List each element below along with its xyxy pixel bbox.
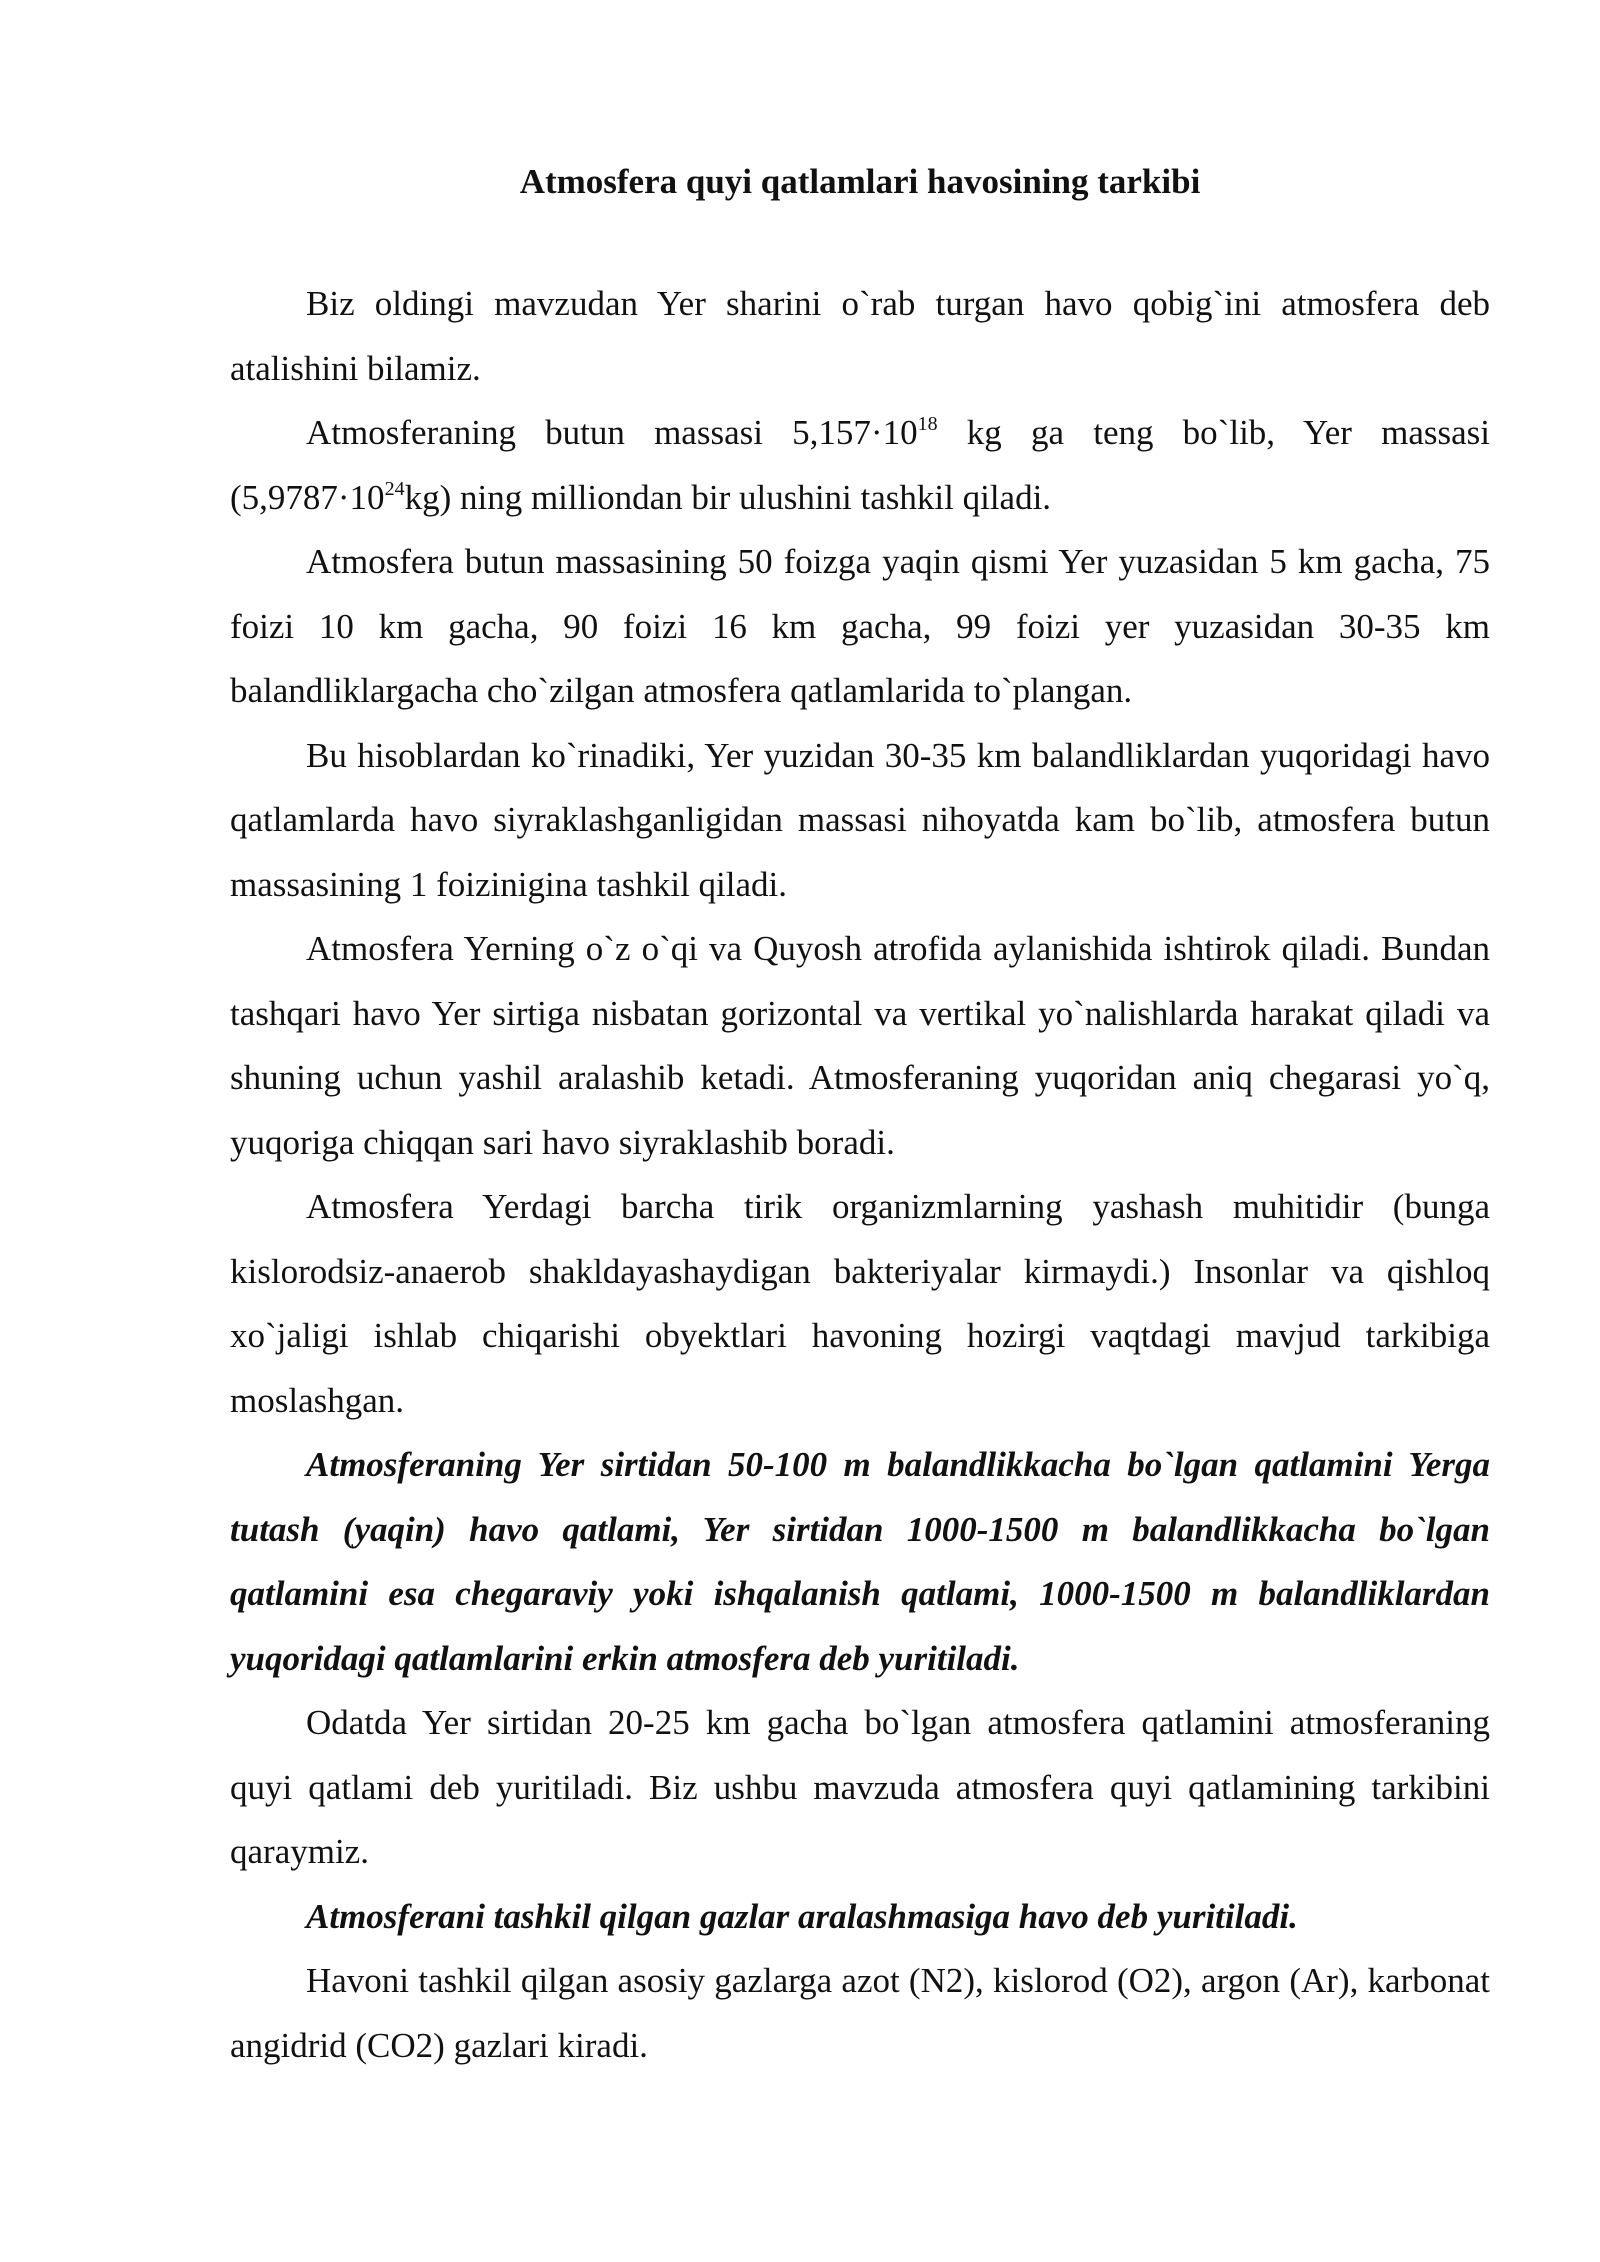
paragraph-4: Bu hisoblardan ko`rinadiki, Yer yuzidan 30-35 km balandliklardan yuqoridagi havo qatlamlarda havo siyraklashganligidan massasi nihoyatda kam bo`lib, atmosfera butun massasining 1 foizinigina tashkil qiladi. bbox=[230, 735, 1490, 904]
paragraph-5: Atmosfera Yerning o`z o`qi va Quyosh atrofida aylanishida ishtirok qiladi. Bundan tashqari havo Yer sirtiga nisbatan gorizontal va vertikal yo`nalishlarda harakat qiladi va shuning uchun yashil aralashib ketadi. Atmosferaning yuqoridan aniq chegarasi yo`q, yuqoriga chiqqan sari havo siyraklashib boradi. bbox=[230, 929, 1490, 1162]
paragraph-3: Atmosfera butun massasining 50 foizga yaqin qismi Yer yuzasidan 5 km gacha, 75 foizi 10 km gacha, 90 foizi 16 km gacha, 99 foizi yer yuzasidan 30-35 km balandliklargacha cho`zilgan atmosfera qatlamlarida to`plangan. bbox=[230, 542, 1490, 710]
paragraph-10: Havoni tashkil qilgan asosiy gazlarga azot (N2), kislorod (O2), argon (Ar), karbonat angidrid (CO2) gazlari kiradi. bbox=[230, 1961, 1490, 2065]
page-title: Atmosfera quyi qatlamlari havosining tarkibi bbox=[519, 162, 1201, 201]
paragraph-2-part-a: Atmosferaning butun massasi 5,157·10 bbox=[306, 413, 918, 452]
paragraph-7-emphasis: Atmosferaning Yer sirtidan 50-100 m balandlikkacha bo`lgan qatlamini Yerga tutash (yaqin) havo qatlami, Yer sirtidan 1000-1500 m balandlikkacha bo`lgan qatlamini esa chegaraviy yoki ishqalanish qatlami, 1000-1500 m balandliklardan yuqoridagi qatlamlarini erkin atmosfera deb yuritiladi. bbox=[230, 1445, 1490, 1678]
paragraph-2-part-b: kg ga teng bo`lib, Yer massasi (5,9787·10 bbox=[230, 413, 1490, 517]
exponent-18: 18 bbox=[917, 413, 938, 435]
paragraph-9-definition: Atmosferani tashkil qilgan gazlar aralashmasiga havo deb yuritiladi. bbox=[306, 1896, 1298, 1936]
paragraph-2 bbox=[230, 401, 1490, 530]
exponent-24: 24 bbox=[384, 477, 405, 500]
document-page bbox=[230, 150, 1490, 2078]
paragraph-1: Biz oldingi mavzudan Yer sharini o`rab turgan havo qobig`ini atmosfera deb atalishini bilamiz. bbox=[230, 284, 1490, 388]
paragraph-6: Atmosfera Yerdagi barcha tirik organizmlarning yashash muhitidir (bunga kislorodsiz-anaerob shakldayashaydigan bakteriyalar kirmaydi.) Insonlar va qishloq xo`jaligi ishlab chiqarishi obyektlari havoning hozirgi vaqtdagi mavjud tarkibiga moslashgan. bbox=[230, 1187, 1490, 1420]
paragraph-2-part-c: kg) ning milliondan bir ulushini tashkil qiladi. bbox=[404, 477, 1052, 517]
paragraph-8: Odatda Yer sirtidan 20-25 km gacha bo`lgan atmosfera qatlamini atmosferaning quyi qatlami deb yuritiladi. Biz ushbu mavzuda atmosfera quyi qatlamining tarkibini qaraymiz. bbox=[230, 1703, 1490, 1871]
